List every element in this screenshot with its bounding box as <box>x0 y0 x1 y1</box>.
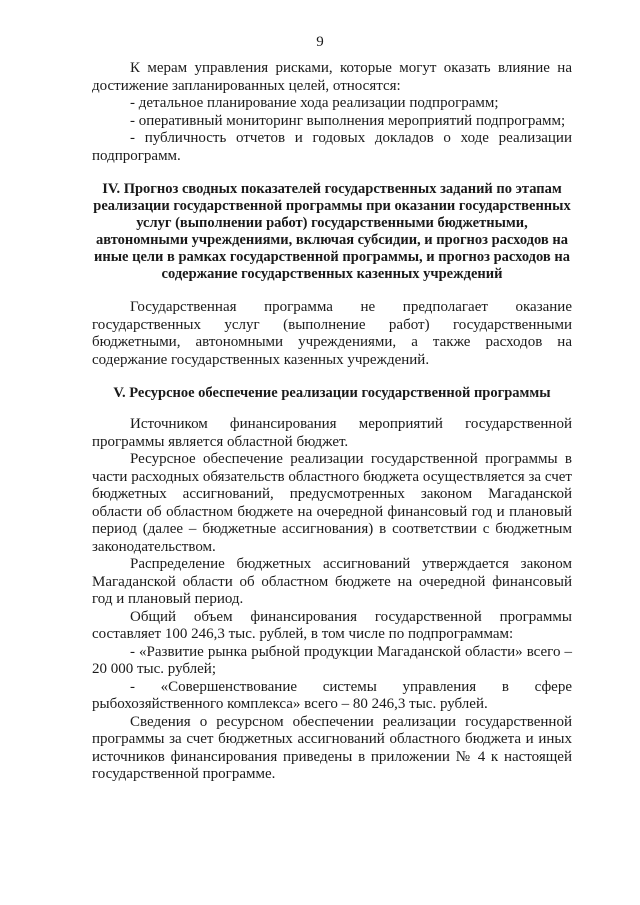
risk-measure-item: - публичность отчетов и годовых докладов о ходе реализации подпрограмм. <box>92 130 572 164</box>
risk-measure-item: - оперативный мониторинг выполнения мероприятий подпрограмм; <box>130 112 566 129</box>
page-number: 9 <box>316 34 324 50</box>
resource-info-paragraph: Сведения о ресурсном обеспечении реализации государственной программы за счет бюджетных ассигнований областного бюджета и иных источников финансирования приведены в приложении № 4 к настоящей государственной программе. <box>92 713 572 782</box>
subprogram-item: - «Развитие рынка рыбной продукции Магаданской области» всего – 20 000 тыс. рублей; <box>92 643 572 677</box>
risk-measures-lead: К мерам управления рисками, которые могут оказать влияние на достижение запланированных целей, относятся: <box>92 60 572 94</box>
allocation-paragraph: Распределение бюджетных ассигнований утверждается законом Магаданской области об областном бюджете на очередной финансовый год и плановый период. <box>92 556 572 607</box>
page-content <box>92 60 572 784</box>
resource-provision-paragraph: Ресурсное обеспечение реализации государственной программы в части расходных обязательств областного бюджета осуществляется за счет бюджетных ассигнований, предусмотренных законом Магаданской области об областном бюджете на очередной финансовый год и плановый период (далее – бюджетные ассигнования) в соответствии с бюджетным законодательством. <box>92 451 572 555</box>
total-funding-paragraph: Общий объем финансирования государственной программы составляет 100 246,3 тыс. рублей, в том числе по подпрограммам: <box>92 608 572 642</box>
risk-measure-item: - детальное планирование хода реализации подпрограмм; <box>130 95 499 111</box>
section-4-heading: IV. Прогноз сводных показателей государственных заданий по этапам реализации государственной программы при оказании государственных услуг (выполнении работ) государственными бюджетными, автономными учреждениями, включая субсидии, и прогноз расходов на иные цели в рамках государственной программы, и прогноз расходов на содержание государственных казенных учреждений <box>93 181 571 282</box>
section-4-text: Государственная программа не предполагает оказание государственных услуг (выполнение работ) государственными бюджетными, автономными учреждениями, а также расходов на содержание государственных казенных учреждений. <box>92 299 572 368</box>
section-5-heading: V. Ресурсное обеспечение реализации государственной программы <box>113 385 551 401</box>
funding-source-paragraph: Источником финансирования мероприятий государственной программы является областной бюджет. <box>92 416 572 450</box>
subprogram-item: - «Совершенствование системы управления в сфере рыбохозяйственного комплекса» всего – 80 246,3 тыс. рублей. <box>92 678 572 712</box>
